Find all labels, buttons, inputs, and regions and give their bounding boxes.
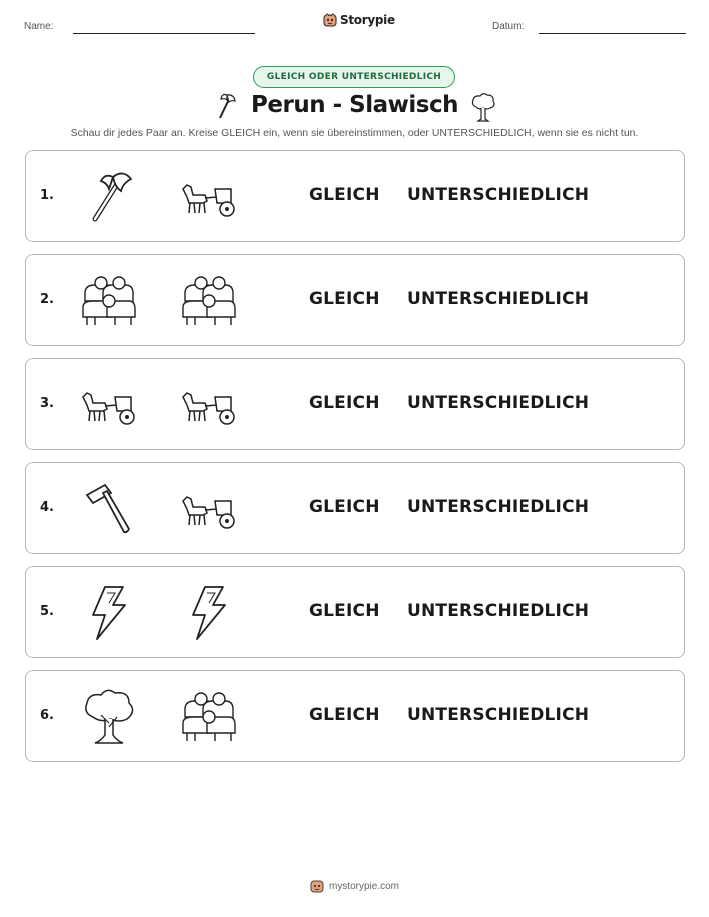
option-same[interactable]: GLEICH — [309, 393, 380, 413]
date-label: Datum: — [492, 21, 525, 32]
brand-logo — [323, 13, 395, 27]
cattle-icon — [179, 271, 239, 331]
question-row-3 — [25, 358, 685, 450]
option-different[interactable]: UNTERSCHIEDLICH — [407, 601, 590, 621]
question-number: 1. — [40, 188, 54, 203]
option-same[interactable]: GLEICH — [309, 601, 380, 621]
worksheet-type-badge: GLEICH ODER UNTERSCHIEDLICH — [253, 66, 455, 88]
option-different[interactable]: UNTERSCHIEDLICH — [407, 393, 590, 413]
option-different[interactable]: UNTERSCHIEDLICH — [407, 185, 590, 205]
horse-cart-icon — [179, 479, 239, 539]
hammer-icon — [79, 479, 139, 539]
option-same[interactable]: GLEICH — [309, 289, 380, 309]
storypie-mascot-icon — [310, 879, 324, 893]
lightning-icon — [79, 583, 139, 643]
footer — [0, 879, 709, 893]
date-line[interactable] — [539, 33, 686, 34]
question-number: 5. — [40, 604, 54, 619]
question-number: 4. — [40, 500, 54, 515]
question-number: 6. — [40, 708, 54, 723]
instructions: Schau dir jedes Paar an. Kreise GLEICH ein, wenn sie übereinstimmen, oder UNTERSCHIEDLICH, wenn sie es nicht tun. — [70, 127, 639, 139]
option-different[interactable]: UNTERSCHIEDLICH — [407, 497, 590, 517]
horse-cart-icon — [79, 375, 139, 435]
axe-icon — [79, 167, 139, 227]
question-number: 2. — [40, 292, 54, 307]
storypie-mascot-icon — [323, 13, 337, 27]
option-same[interactable]: GLEICH — [309, 185, 380, 205]
title-tree-icon — [468, 92, 498, 127]
name-line[interactable] — [73, 33, 255, 34]
question-number: 3. — [40, 396, 54, 411]
question-row-4 — [25, 462, 685, 554]
horse-cart-icon — [179, 375, 239, 435]
page-title: Perun - Slawisch — [251, 92, 458, 118]
question-row-6 — [25, 670, 685, 762]
question-row-1 — [25, 150, 685, 242]
option-same[interactable]: GLEICH — [309, 497, 380, 517]
cattle-icon — [179, 687, 239, 747]
tree-icon — [79, 687, 139, 747]
question-row-2 — [25, 254, 685, 346]
footer-url[interactable]: mystorypie.com — [328, 880, 399, 892]
cattle-icon — [79, 271, 139, 331]
lightning-icon — [179, 583, 239, 643]
option-different[interactable]: UNTERSCHIEDLICH — [407, 705, 590, 725]
option-same[interactable]: GLEICH — [309, 705, 380, 725]
horse-cart-icon — [179, 167, 239, 227]
name-label: Name: — [24, 21, 54, 32]
question-row-5 — [25, 566, 685, 658]
option-different[interactable]: UNTERSCHIEDLICH — [407, 289, 590, 309]
brand-name: Storypie — [340, 13, 395, 27]
